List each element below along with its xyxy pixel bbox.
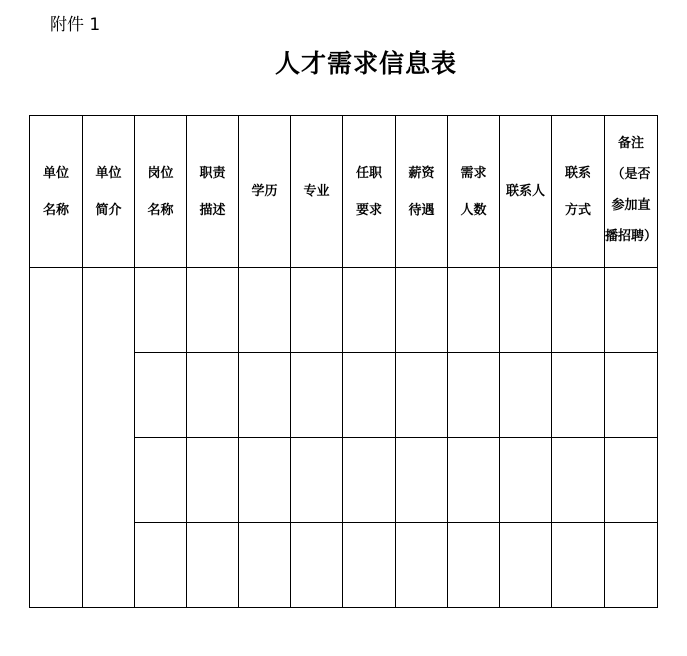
header-cell-duty-description: 职责 描述 bbox=[187, 116, 239, 268]
cell-contact-person[interactable] bbox=[500, 353, 552, 438]
header-cell-education: 学历 bbox=[239, 116, 291, 268]
cell-position-name[interactable] bbox=[135, 268, 187, 353]
cell-salary[interactable] bbox=[396, 268, 448, 353]
cell-major[interactable] bbox=[291, 523, 343, 608]
cell-requirements[interactable] bbox=[343, 523, 396, 608]
cell-remarks[interactable] bbox=[605, 523, 658, 608]
cell-duty-description[interactable] bbox=[187, 353, 239, 438]
header-cell-contact-person: 联系人 bbox=[500, 116, 552, 268]
cell-contact-person[interactable] bbox=[500, 438, 552, 523]
cell-remarks[interactable] bbox=[605, 268, 658, 353]
cell-headcount[interactable] bbox=[448, 438, 500, 523]
cell-position-name[interactable] bbox=[135, 353, 187, 438]
cell-salary[interactable] bbox=[396, 438, 448, 523]
cell-education[interactable] bbox=[239, 523, 291, 608]
cell-headcount[interactable] bbox=[448, 523, 500, 608]
header-cell-requirements: 任职 要求 bbox=[343, 116, 396, 268]
cell-requirements[interactable] bbox=[343, 353, 396, 438]
cell-position-name[interactable] bbox=[135, 523, 187, 608]
cell-major[interactable] bbox=[291, 353, 343, 438]
cell-education[interactable] bbox=[239, 268, 291, 353]
cell-unit-name[interactable] bbox=[30, 268, 83, 608]
cell-contact-info[interactable] bbox=[552, 353, 605, 438]
header-cell-contact-info: 联系 方式 bbox=[552, 116, 605, 268]
cell-duty-description[interactable] bbox=[187, 438, 239, 523]
cell-duty-description[interactable] bbox=[187, 523, 239, 608]
cell-major[interactable] bbox=[291, 438, 343, 523]
cell-headcount[interactable] bbox=[448, 268, 500, 353]
cell-requirements[interactable] bbox=[343, 268, 396, 353]
cell-major[interactable] bbox=[291, 268, 343, 353]
cell-position-name[interactable] bbox=[135, 438, 187, 523]
cell-contact-info[interactable] bbox=[552, 268, 605, 353]
talent-demand-table bbox=[29, 115, 658, 608]
header-cell-unit-intro: 单位 简介 bbox=[83, 116, 135, 268]
page-title: 人才需求信息表 bbox=[274, 49, 457, 78]
cell-remarks[interactable] bbox=[605, 353, 658, 438]
cell-education[interactable] bbox=[239, 353, 291, 438]
table-header-row bbox=[30, 116, 658, 268]
cell-unit-intro[interactable] bbox=[83, 268, 135, 608]
cell-headcount[interactable] bbox=[448, 353, 500, 438]
header-cell-salary: 薪资 待遇 bbox=[396, 116, 448, 268]
cell-education[interactable] bbox=[239, 438, 291, 523]
header-cell-position-name: 岗位 名称 bbox=[135, 116, 187, 268]
header-cell-remarks: 备注 （是否 参加直 播招聘） bbox=[605, 116, 658, 268]
cell-requirements[interactable] bbox=[343, 438, 396, 523]
cell-salary[interactable] bbox=[396, 523, 448, 608]
header-cell-major: 专业 bbox=[291, 116, 343, 268]
table-row bbox=[30, 268, 658, 353]
cell-contact-person[interactable] bbox=[500, 523, 552, 608]
cell-contact-info[interactable] bbox=[552, 523, 605, 608]
cell-salary[interactable] bbox=[396, 353, 448, 438]
cell-contact-info[interactable] bbox=[552, 438, 605, 523]
cell-duty-description[interactable] bbox=[187, 268, 239, 353]
cell-contact-person[interactable] bbox=[500, 268, 552, 353]
header-cell-headcount: 需求 人数 bbox=[448, 116, 500, 268]
header-cell-unit-name: 单位 名称 bbox=[30, 116, 83, 268]
cell-remarks[interactable] bbox=[605, 438, 658, 523]
attachment-label: 附件 1 bbox=[50, 15, 101, 35]
